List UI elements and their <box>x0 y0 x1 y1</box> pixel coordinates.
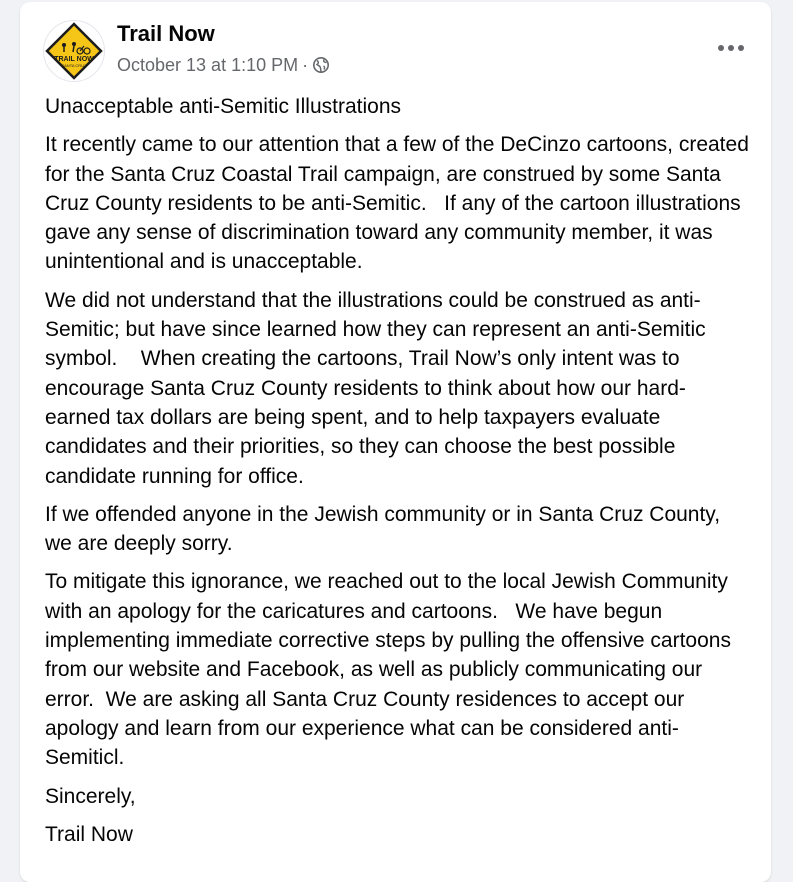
post-meta <box>117 53 330 77</box>
post-paragraph: To mitigate this ignorance, we reached out to the local Jewish Community with an apology for the caricatures and cartoons. We have begun implementing immediate corrective steps by pulling the offensive cartoons from our website and Facebook, as well as publicly communicating our error. We are asking all Santa Cruz County residences to accept our apology and learn from our experience what can be considered anti-Semiticl. <box>45 570 737 770</box>
trail-now-logo <box>44 21 104 81</box>
globe-icon[interactable] <box>312 56 330 74</box>
more-options-button[interactable] <box>711 30 751 66</box>
more-options-icon <box>718 45 724 51</box>
post-signoff: Sincerely, <box>45 784 136 808</box>
logo-line1: TRAIL NOW <box>54 56 94 63</box>
page-name[interactable]: Trail Now <box>117 21 215 46</box>
post-body <box>45 92 755 858</box>
avatar[interactable] <box>43 20 105 82</box>
post-signature: Trail Now <box>45 822 133 846</box>
post-paragraph: If we offended anyone in the Jewish community or in Santa Cruz County, we are deeply sorry. <box>45 502 726 556</box>
post-timestamp[interactable]: October 13 at 1:10 PM <box>117 55 299 75</box>
post-title: Unacceptable anti-Semitic Illustrations <box>45 95 401 118</box>
meta-separator: · <box>302 55 309 75</box>
post-card <box>20 2 771 882</box>
post-header <box>20 2 771 92</box>
post-paragraph: We did not understand that the illustrations could be construed as anti-Semitic; but have since learned how they can represent an anti-Semitic symbol. When creating the cartoons, Trail Now’s only intent was to encourage Santa Cruz County residents to think about how our hard-earned tax dollars are being spent, and to help taxpayers evaluate candidates and their priorities, so they can choose the best possible candidate running for office. <box>45 288 712 488</box>
post-paragraph: It recently came to our attention that a few of the DeCinzo cartoons, created for the Santa Cruz Coastal Trail campaign, are construed by some Santa Cruz County residents to be anti-Semitic. If any of the cartoon illustrations gave any sense of discrimination toward any community member, it was unintentional and is unacceptable. <box>45 133 755 274</box>
logo-line2: SANTA CRUZ <box>61 63 87 68</box>
